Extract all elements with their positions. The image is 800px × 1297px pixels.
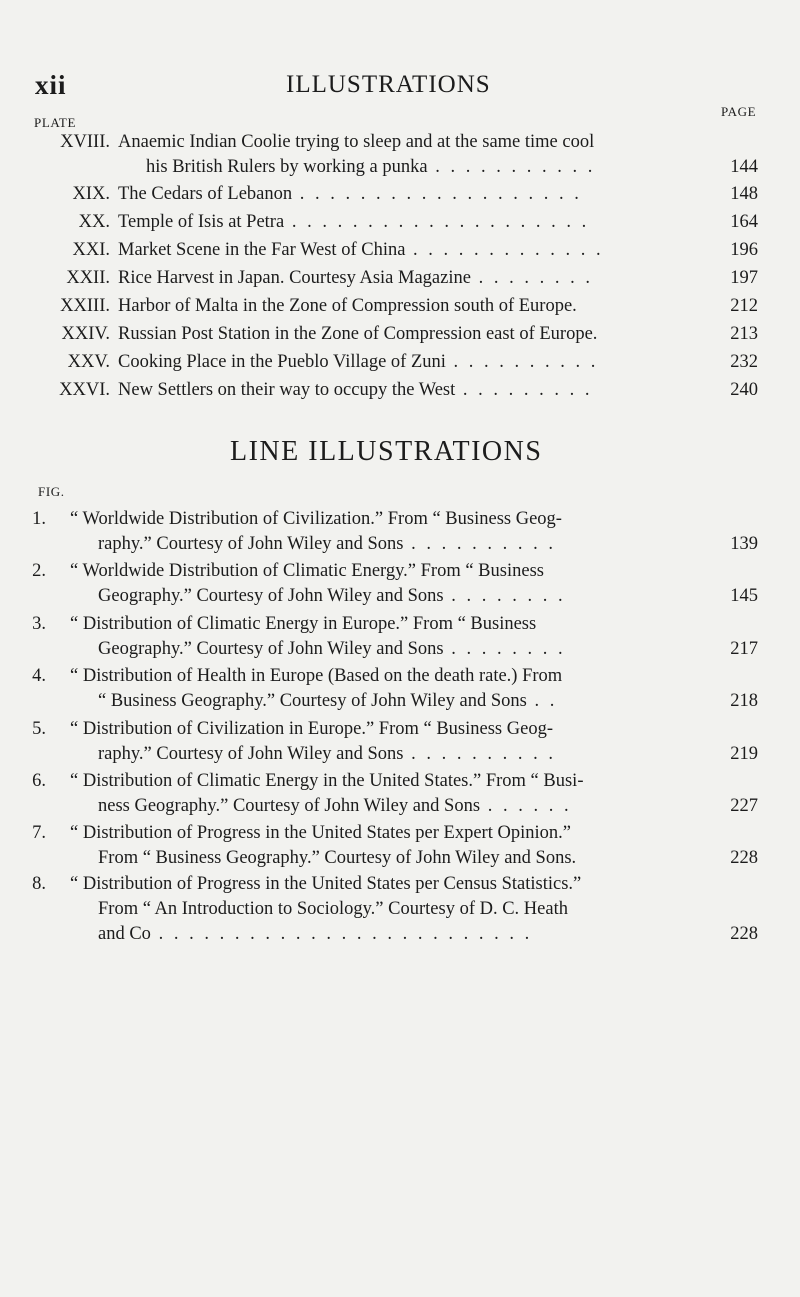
running-head: ILLUSTRATIONS [286,71,491,98]
entry-text-line: Harbor of Malta in the Zone of Compression south of Europe. [118,296,577,316]
leader-dots: . . . . . . . . . . . . . [405,240,604,260]
entry-text-line: Anaemic Indian Coolie trying to sleep and at the same time cool [118,132,595,152]
leader-dots: . . . . . . . . . . . [427,157,596,177]
leader-dots: . . . . . . [480,796,572,816]
page-number: 197 [730,268,758,288]
entry-text-line: Rice Harvest in Japan. Courtesy Asia Magazine . . . . . . . . [118,268,593,288]
figure-number: 5. [32,719,46,739]
page-number: 240 [730,380,758,400]
leader-dots: . . . . . . . . . [455,380,593,400]
page-number: 212 [730,296,758,316]
line-illustrations-title: LINE ILLUSTRATIONS [230,436,543,467]
figure-number: 7. [32,823,46,843]
fig-column-label: FIG. [38,484,65,499]
leader-dots: . . . . . . . . [443,639,566,659]
entry-text-line: “ Business Geography.” Courtesy of John Wiley and Sons . . [98,691,558,711]
entry-text-line: “ Distribution of Climatic Energy in the United States.” From “ Busi- [70,771,584,791]
leader-dots: . . . . . . . . . . . . . . . . . . . . [284,212,590,232]
entry-text-line: Market Scene in the Far West of China . . . . . . . . . . . . . [118,240,604,260]
page-number: 139 [730,534,758,554]
page-number: 144 [730,157,758,177]
page-number: 145 [730,586,758,606]
entry-text-line: New Settlers on their way to occupy the West . . . . . . . . . [118,380,593,400]
entry-text-line: ness Geography.” Courtesy of John Wiley and Sons . . . . . . [98,796,572,816]
entry-text-line: Geography.” Courtesy of John Wiley and Sons . . . . . . . . [98,639,566,659]
entry-text-line: and Co . . . . . . . . . . . . . . . . . . . . . . . . . [98,924,533,944]
figure-number: 2. [32,561,46,581]
leader-dots: . . . . . . . . . . [445,352,599,372]
page-number: 213 [730,324,758,344]
entry-text-line: “ Distribution of Progress in the United States per Census Statistics.” [70,874,582,894]
page-number: 232 [730,352,758,372]
leader-dots: . . [526,691,558,711]
figure-number: 4. [32,666,46,686]
plate-number: XXIII. [60,296,110,316]
plate-number: XXV. [67,352,110,372]
leader-dots: . . . . . . . . [470,268,593,288]
page-number: 227 [730,796,758,816]
plate-column-label: PLATE [34,115,76,130]
entry-text-line: Russian Post Station in the Zone of Compression east of Europe. [118,324,598,344]
page-number: 196 [730,240,758,260]
entry-text-line: his British Rulers by working a punka . . . . . . . . . . . [146,157,596,177]
figure-number: 1. [32,509,46,529]
plate-number: XXII. [66,268,110,288]
entry-text-line: Geography.” Courtesy of John Wiley and Sons . . . . . . . . [98,586,566,606]
entry-text-line: From “ An Introduction to Sociology.” Courtesy of D. C. Heath [98,899,568,919]
entry-text-line: raphy.” Courtesy of John Wiley and Sons . . . . . . . . . . [98,534,556,554]
page-number: 228 [730,848,758,868]
figure-number: 8. [32,874,46,894]
page-number: 218 [730,691,758,711]
plate-number: XX. [78,212,110,232]
plate-number: XVIII. [60,132,110,152]
entry-text-line: From “ Business Geography.” Courtesy of John Wiley and Sons. [98,848,577,868]
entry-text-line: The Cedars of Lebanon . . . . . . . . . . . . . . . . . . . [118,184,582,204]
entry-text-line: “ Distribution of Health in Europe (Based on the death rate.) From [70,666,563,686]
plate-number: XXIV. [61,324,110,344]
page-number: 228 [730,924,758,944]
folio: xii [35,70,67,100]
entry-text-line: Cooking Place in the Pueblo Village of Zuni . . . . . . . . . . [118,352,599,372]
entry-text-line: “ Distribution of Civilization in Europe.” From “ Business Geog- [70,719,553,739]
page-number: 217 [730,639,758,659]
entry-text-line: “ Distribution of Progress in the United States per Expert Opinion.” [70,823,571,843]
plate-number: XIX. [72,184,110,204]
leader-dots: . . . . . . . . [443,586,566,606]
entry-text-line: “ Distribution of Climatic Energy in Europe.” From “ Business [70,614,537,634]
page-number: 219 [730,744,758,764]
leader-dots: . . . . . . . . . . . . . . . . . . . . . . . . . [150,924,533,944]
leader-dots: . . . . . . . . . . . . . . . . . . . [292,184,582,204]
page-number: 148 [730,184,758,204]
plate-number: XXI. [72,240,110,260]
entry-text-line: “ Worldwide Distribution of Climatic Energy.” From “ Business [70,561,544,581]
entry-text-line: raphy.” Courtesy of John Wiley and Sons . . . . . . . . . . [98,744,556,764]
entry-text-line: Temple of Isis at Petra . . . . . . . . . . . . . . . . . . . . [118,212,590,232]
leader-dots: . . . . . . . . . . [403,534,556,554]
leader-dots: . . . . . . . . . . [403,744,556,764]
page-column-label: PAGE [721,104,757,119]
page-number: 164 [730,212,758,232]
plate-number: XXVI. [59,380,110,400]
figure-number: 3. [32,614,46,634]
entry-text-line: “ Worldwide Distribution of Civilization.” From “ Business Geog- [70,509,562,529]
figure-number: 6. [32,771,46,791]
